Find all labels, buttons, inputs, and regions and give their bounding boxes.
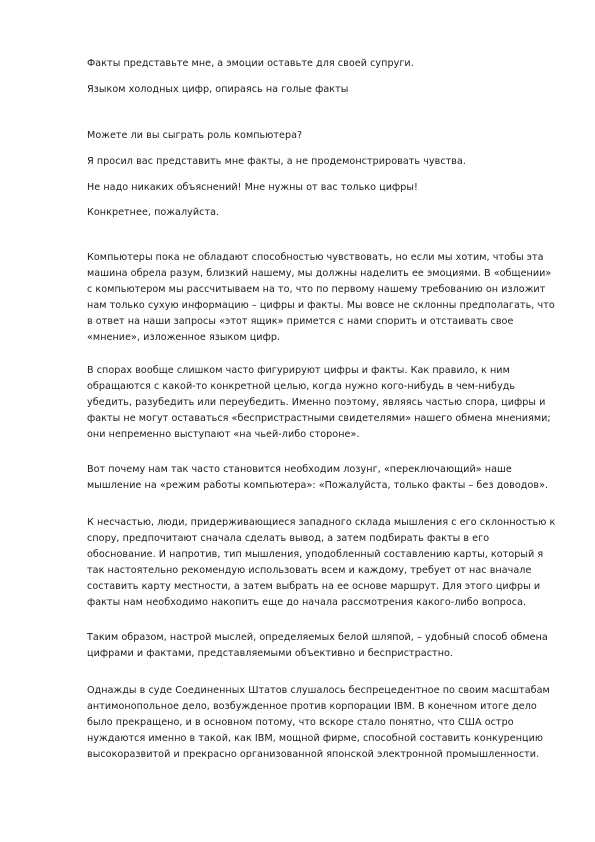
paragraph-computers: Компьютеры пока не обладают способностью чувствовать, но если мы хотим, чтобы эта машина обрела разум, близкий нашему, мы должны наделить ее эмоциями. В «общении» с компьютером мы рассчитываем на то, что по первому нашему требованию он изложит нам только сухую информацию – цифры и факты. Мы вовсе не склонны предполагать, что в ответ на наши запросы «этот ящик» примется с нами спорить и отстаивать свое «мнение», изложенное языком цифр. xyxy=(87,252,555,343)
paragraph-ibm-case: Однажды в суде Соединенных Штатов слушалось беспрецедентное по своим масштабам антимонопольное дело, возбужденное против корпорации IBM. В конечном итоге дело было прекращено, и в основном потому, что вскоре стало понятно, что США остро нуждаются именно в такой, как IBM, мощной фирме, способной составить конкуренцию высокоразвитой и прекрасно организованной японской электронной промышленности. xyxy=(87,685,550,760)
paragraph-white-hat: Таким образом, настрой мыслей, определяемых белой шляпой, – удобный способ обмена цифрами и фактами, представляемыми объективно и беспристрастно. xyxy=(87,632,548,659)
question-line-3: Не надо никаких объяснений! Мне нужны от вас только цифры! xyxy=(87,182,418,193)
question-line-1: Можете ли вы сыграть роль компьютера? xyxy=(87,130,303,141)
intro-line-2: Языком холодных цифр, опираясь на голые факты xyxy=(87,84,349,95)
paragraph-disputes: В спорах вообще слишком часто фигурируют цифры и факты. Как правило, к ним обращаются с какой-то конкретной целью, когда нужно кого-нибудь в чем-нибудь убедить, разубедить или переубедить. Именно поэтому, являясь частью спора, цифры и факты не могут оставаться «беспристрастными свидетелями» нашего обмена мнениями; они непременно выступают «на чьей-либо стороне». xyxy=(87,365,551,440)
question-line-2: Я просил вас представить мне факты, а не продемонстрировать чувства. xyxy=(87,156,467,167)
intro-line-1: Факты представьте мне, а эмоции оставьте для своей супруги. xyxy=(87,58,414,69)
paragraph-western-thinking: К несчастью, люди, придерживающиеся западного склада мышления с его склонностью к спору, предпочитают сначала сделать вывод, а затем подбирать факты в его обоснование. И напротив, тип мышления, уподобленный составлению карты, который я так настоятельно рекомендую использовать всем и каждому, требует от нас вначале составить карту местности, а затем выбрать на ее основе маршрут. Для этого цифры и факты нам необходимо накопить еще до начала рассмотрения какого-либо вопроса. xyxy=(87,517,556,608)
paragraph-slogan: Вот почему нам так часто становится необходим лозунг, «переключающий» наше мышление на «режим работы компьютера»: «Пожалуйста, только факты – без доводов». xyxy=(87,464,549,491)
question-line-4: Конкретнее, пожалуйста. xyxy=(87,207,220,218)
